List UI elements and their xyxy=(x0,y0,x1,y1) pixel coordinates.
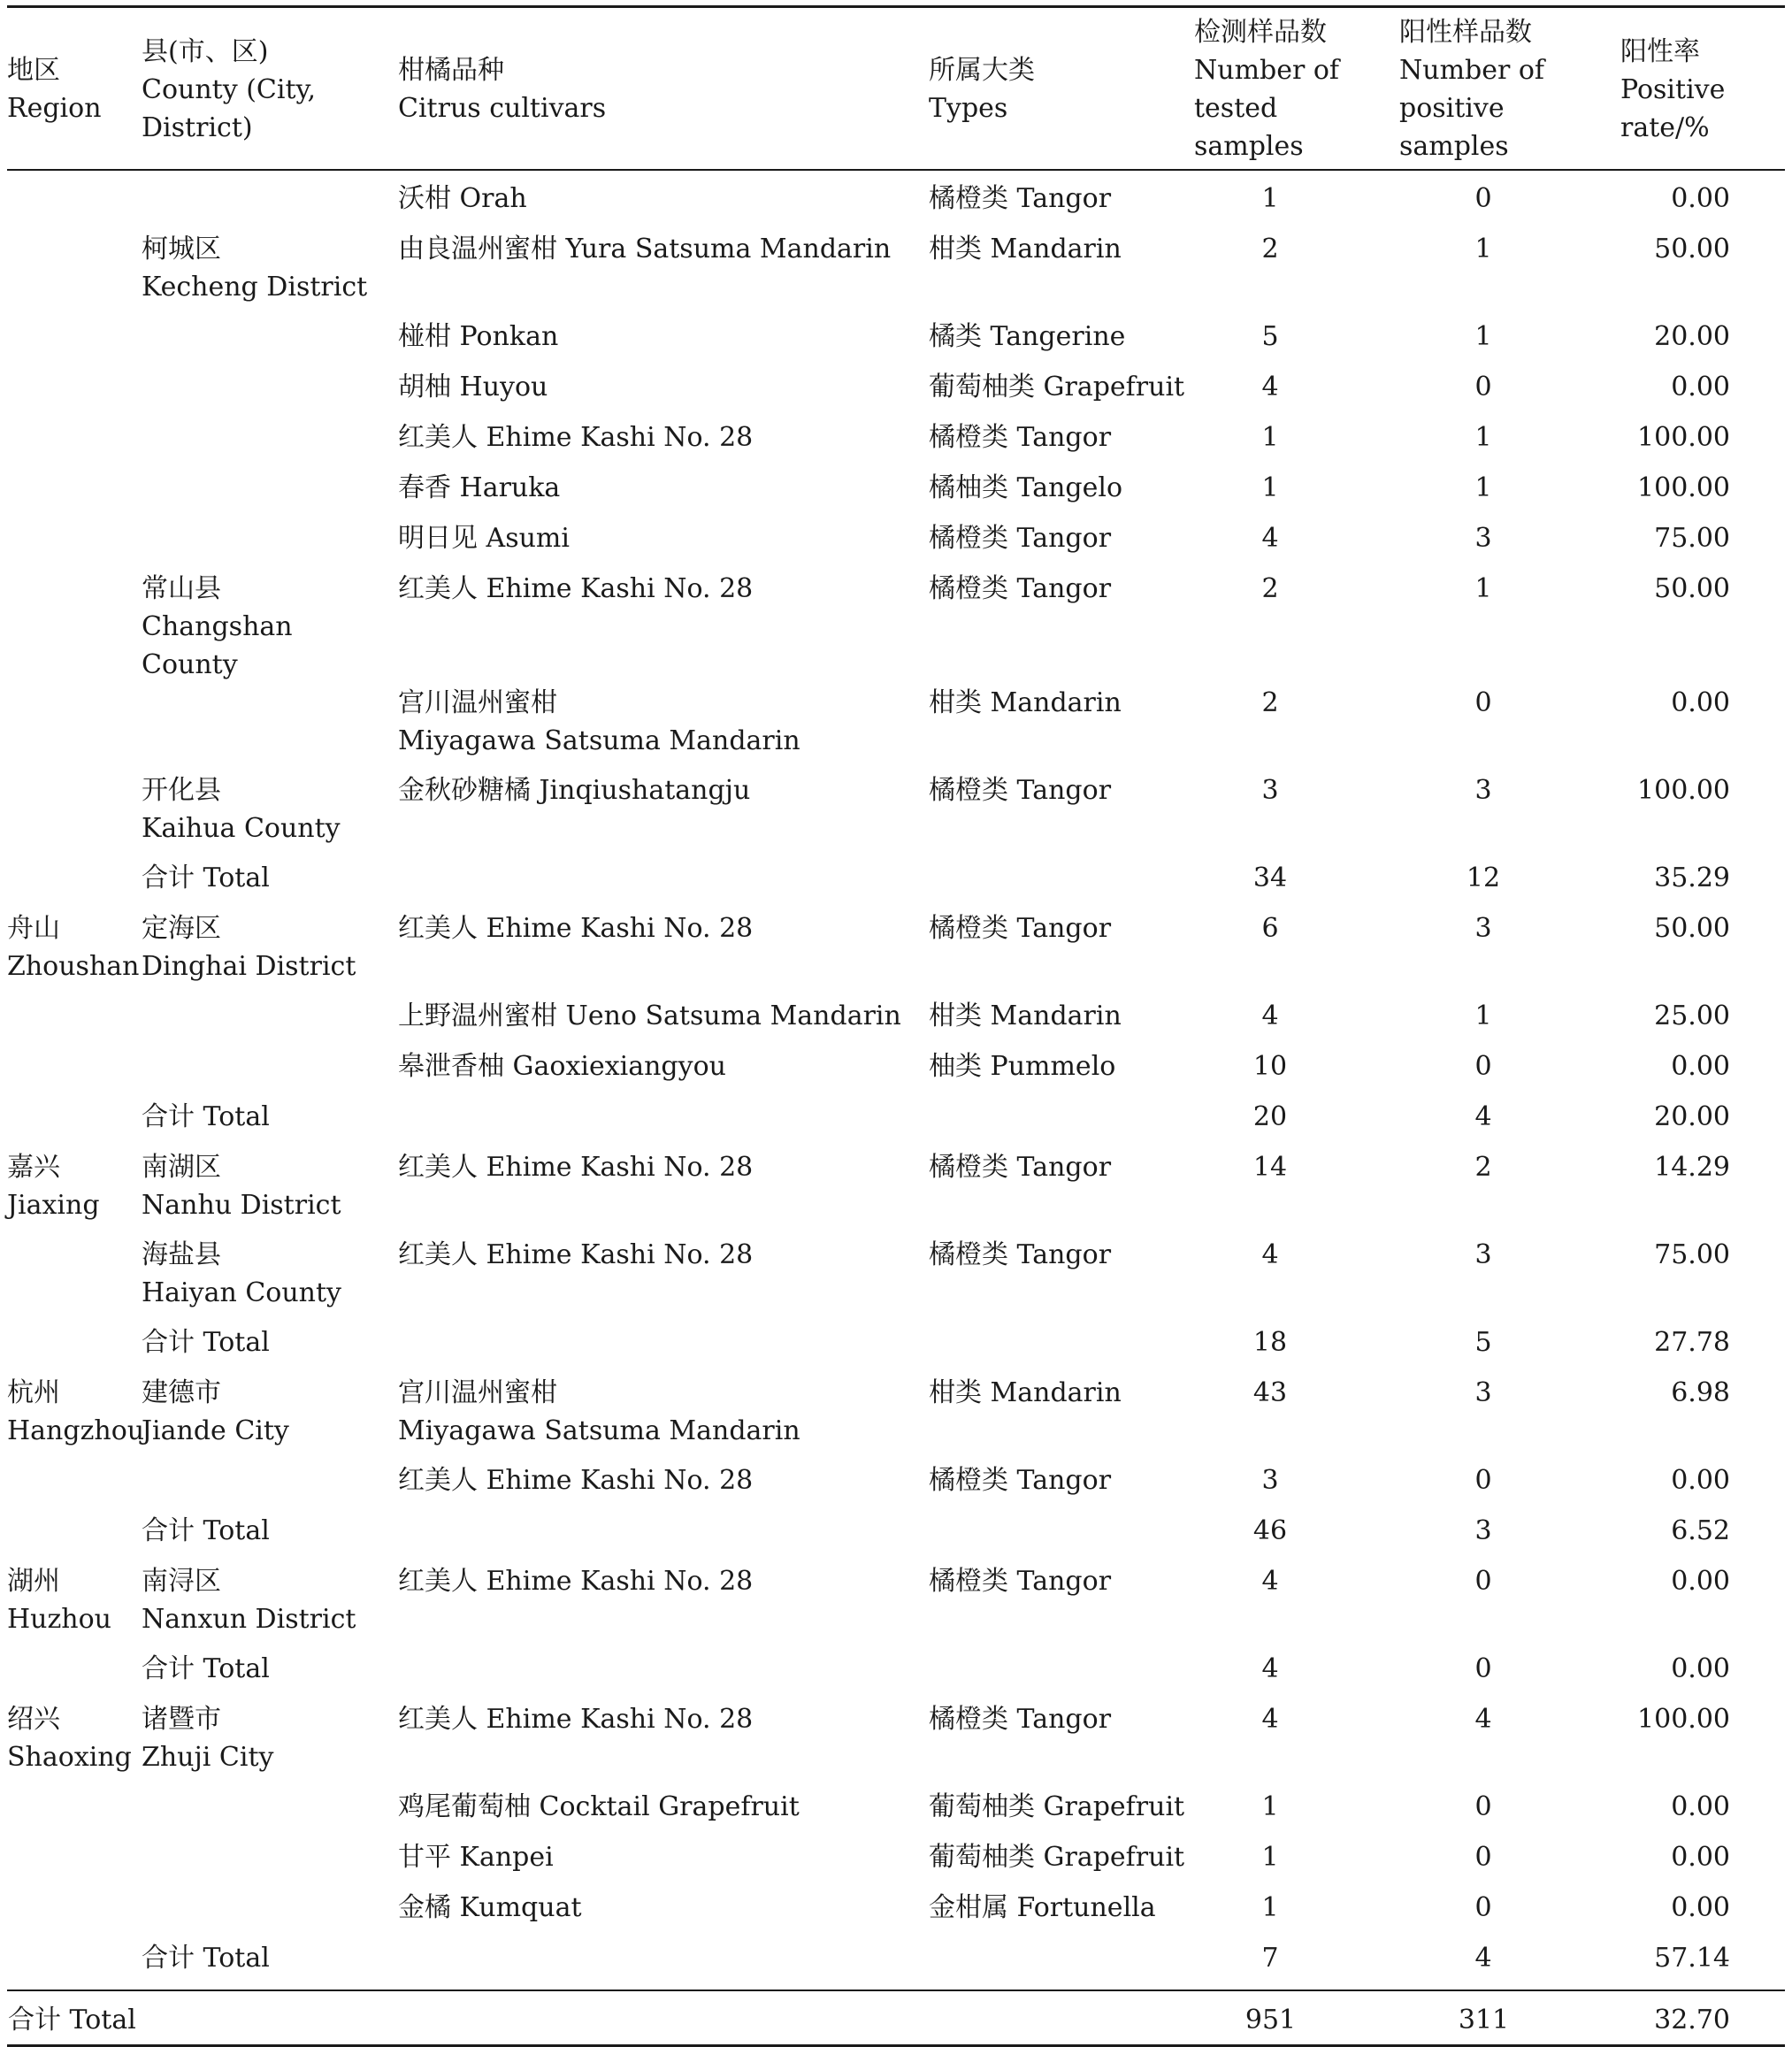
cultivar-cell-line: 胡柚 Huyou xyxy=(398,372,548,402)
tested-count-cell: 4 xyxy=(1261,1704,1279,1735)
positive-rate-cell: 0.00 xyxy=(1671,372,1730,402)
county-cell-line: 建德市 xyxy=(142,1377,221,1408)
type-cell: 橘类 Tangerine xyxy=(929,321,1126,352)
region-cell xyxy=(7,1838,142,1889)
table-row xyxy=(7,368,1785,418)
type-cell: 葡萄柚类 Grapefruit xyxy=(929,1842,1185,1873)
cultivar-cell-line: 由良温州蜜柑 Yura Satsuma Mandarin xyxy=(398,234,892,264)
county-cell xyxy=(142,1838,398,1889)
positive-rate-cell: 75.00 xyxy=(1654,1239,1730,1270)
county-cell-line: Haiyan County xyxy=(142,1277,341,1308)
region-cell xyxy=(7,1148,142,1236)
tested-count-cell: 2 xyxy=(1261,573,1279,604)
county-cell xyxy=(142,1236,398,1323)
county-cell xyxy=(142,418,398,469)
table-row xyxy=(7,1889,1785,1939)
positive-count-cell: 0 xyxy=(1474,1465,1492,1496)
cultivar-cell xyxy=(398,1788,929,1838)
county-cell xyxy=(142,997,398,1047)
positive-count-cell: 0 xyxy=(1474,1653,1492,1684)
type-cell: 橘橙类 Tangor xyxy=(929,1152,1112,1183)
region-cell xyxy=(7,230,142,318)
county-cell-line: 合计 Total xyxy=(142,1101,270,1132)
citrus-sample-table xyxy=(7,5,1785,2047)
county-cell xyxy=(142,1323,398,1374)
region-cell xyxy=(7,1650,142,1700)
cultivar-cell xyxy=(398,1562,929,1650)
county-cell xyxy=(142,1098,398,1148)
cultivar-cell xyxy=(398,1047,929,1098)
tested-count-cell: 1 xyxy=(1261,472,1279,503)
county-cell xyxy=(142,170,398,230)
county-cell xyxy=(142,1650,398,1700)
region-cell-line: Jiaxing xyxy=(7,1190,100,1221)
type-cell: 柑类 Mandarin xyxy=(929,1377,1122,1408)
cultivar-cell xyxy=(398,519,929,570)
type-cell xyxy=(929,1098,1194,1148)
cultivar-cell xyxy=(398,1236,929,1323)
table-row xyxy=(7,170,1785,230)
cultivar-cell-line: 宫川温州蜜柑 xyxy=(398,1377,557,1408)
positive-count-cell: 3 xyxy=(1474,775,1492,806)
table-row xyxy=(7,318,1785,368)
type-cell: 橘橙类 Tangor xyxy=(929,183,1112,214)
tested-count-cell: 2 xyxy=(1261,687,1279,718)
table-row xyxy=(7,684,1785,771)
cultivar-cell-line: 红美人 Ehime Kashi No. 28 xyxy=(398,1465,754,1496)
positive-rate-cell: 6.98 xyxy=(1671,1377,1730,1408)
county-cell-line: 合计 Total xyxy=(142,1327,270,1358)
county-cell xyxy=(142,570,398,684)
tested-count-cell: 4 xyxy=(1261,523,1279,554)
cultivar-cell-line: 鸡尾葡萄柚 Cocktail Grapefruit xyxy=(398,1791,800,1822)
positive-count-cell: 0 xyxy=(1474,1566,1492,1597)
positive-count-cell: 0 xyxy=(1474,1842,1492,1873)
county-cell-line: 南浔区 xyxy=(142,1566,221,1597)
positive-count-cell: 3 xyxy=(1474,523,1492,554)
cultivar-cell xyxy=(398,771,929,859)
table-row xyxy=(7,570,1785,684)
county-cell xyxy=(142,519,398,570)
cultivar-cell xyxy=(398,997,929,1047)
table-row xyxy=(7,519,1785,570)
region-cell xyxy=(7,1323,142,1374)
county-cell-line: 柯城区 xyxy=(142,234,221,264)
type-cell: 柑类 Mandarin xyxy=(929,234,1122,264)
county-cell xyxy=(142,771,398,859)
table-row xyxy=(7,1700,1785,1788)
positive-rate-cell: 25.00 xyxy=(1654,1000,1730,1031)
positive-rate-cell: 75.00 xyxy=(1654,523,1730,554)
table-row xyxy=(7,1148,1785,1236)
header-positive: 阳性样品数 Number of positive samples xyxy=(1399,17,1545,162)
tested-count-cell: 18 xyxy=(1252,1327,1288,1358)
county-cell xyxy=(142,1461,398,1512)
table-row xyxy=(7,469,1785,519)
type-cell xyxy=(929,1512,1194,1562)
table-body xyxy=(7,170,1785,1990)
cultivar-cell xyxy=(398,1939,929,1990)
cultivar-cell-line: 金秋砂糖橘 Jinqiushatangju xyxy=(398,775,751,806)
table-row xyxy=(7,418,1785,469)
cultivar-cell-line: 上野温州蜜柑 Ueno Satsuma Mandarin xyxy=(398,1000,901,1031)
positive-count-cell: 2 xyxy=(1474,1152,1492,1183)
positive-rate-cell: 100.00 xyxy=(1637,775,1730,806)
table-row xyxy=(7,997,1785,1047)
type-cell: 橘橙类 Tangor xyxy=(929,523,1112,554)
tested-count-cell: 4 xyxy=(1261,1566,1279,1597)
county-cell xyxy=(142,1939,398,1990)
region-cell xyxy=(7,368,142,418)
positive-count-cell: 0 xyxy=(1474,372,1492,402)
tested-count-cell: 34 xyxy=(1252,862,1288,893)
positive-rate-cell: 57.14 xyxy=(1654,1943,1730,1974)
type-cell: 柑类 Mandarin xyxy=(929,687,1122,718)
region-cell xyxy=(7,859,142,909)
table-row xyxy=(7,1461,1785,1512)
positive-rate-cell: 50.00 xyxy=(1654,573,1730,604)
positive-count-cell: 4 xyxy=(1474,1943,1492,1974)
type-cell: 橘橙类 Tangor xyxy=(929,1566,1112,1597)
tested-count-cell: 1 xyxy=(1261,183,1279,214)
cultivar-cell-line: 春香 Haruka xyxy=(398,472,561,503)
region-cell xyxy=(7,1098,142,1148)
county-cell-line: Nanhu District xyxy=(142,1190,341,1221)
region-cell xyxy=(7,1047,142,1098)
region-cell xyxy=(7,1374,145,1461)
positive-rate-cell: 20.00 xyxy=(1654,1101,1730,1132)
region-cell xyxy=(7,1700,142,1788)
cultivar-cell-line: 椪柑 Ponkan xyxy=(398,321,559,352)
table-row xyxy=(7,1512,1785,1562)
cultivar-cell xyxy=(398,1374,929,1461)
table-header xyxy=(7,7,1785,171)
header-region: 地区 Region xyxy=(7,55,102,124)
county-cell-line: Changshan County xyxy=(142,611,293,680)
tested-count-cell: 4 xyxy=(1261,372,1279,402)
table-row xyxy=(7,230,1785,318)
cultivar-cell-line: Miyagawa Satsuma Mandarin xyxy=(398,1415,800,1446)
table-row xyxy=(7,1788,1785,1838)
type-cell xyxy=(929,1939,1194,1990)
positive-rate-cell: 20.00 xyxy=(1654,321,1730,352)
county-cell xyxy=(142,1889,398,1939)
tested-count-cell: 46 xyxy=(1252,1515,1288,1546)
tested-count-cell: 14 xyxy=(1252,1152,1288,1183)
region-cell xyxy=(7,1236,142,1323)
tested-count-cell: 1 xyxy=(1261,1791,1279,1822)
type-cell xyxy=(929,859,1194,909)
cultivar-cell xyxy=(398,1098,929,1148)
positive-rate-cell: 0.00 xyxy=(1671,1465,1730,1496)
county-cell xyxy=(142,368,398,418)
cultivar-cell xyxy=(398,1650,929,1700)
cultivar-cell-line: 红美人 Ehime Kashi No. 28 xyxy=(398,1152,754,1183)
cultivar-cell xyxy=(398,1889,929,1939)
positive-count-cell: 0 xyxy=(1474,687,1492,718)
positive-rate-cell: 0.00 xyxy=(1671,1892,1730,1923)
region-cell xyxy=(7,1562,142,1650)
table-row xyxy=(7,909,1785,997)
cultivar-cell-line: 宫川温州蜜柑 xyxy=(398,687,557,718)
positive-count-cell: 1 xyxy=(1474,234,1492,264)
table-row xyxy=(7,1098,1785,1148)
tested-count-cell: 4 xyxy=(1261,1000,1279,1031)
cultivar-cell xyxy=(398,230,929,318)
type-cell: 橘橙类 Tangor xyxy=(929,775,1112,806)
region-cell-line: 湖州 xyxy=(7,1566,60,1597)
cultivar-cell xyxy=(398,1512,929,1562)
positive-count-cell: 12 xyxy=(1466,862,1501,893)
type-cell: 葡萄柚类 Grapefruit xyxy=(929,372,1185,402)
grand-total-label: 合计 Total xyxy=(8,2004,136,2036)
cultivar-cell xyxy=(398,469,929,519)
cultivar-cell xyxy=(398,1461,929,1512)
positive-count-cell: 5 xyxy=(1474,1327,1492,1358)
table-row xyxy=(7,1838,1785,1889)
header-county: 县(市、区) County (City, District) xyxy=(142,35,317,143)
positive-count-cell: 1 xyxy=(1474,472,1492,503)
region-cell xyxy=(7,570,142,684)
region-cell xyxy=(7,519,142,570)
grand-total-tested: 951 xyxy=(1244,2004,1297,2036)
county-cell-line: 合计 Total xyxy=(142,1653,270,1684)
county-cell-line: 开化县 xyxy=(142,775,221,806)
positive-count-cell: 3 xyxy=(1474,1377,1492,1408)
positive-count-cell: 1 xyxy=(1474,422,1492,453)
type-cell: 金柑属 Fortunella xyxy=(929,1892,1156,1923)
positive-count-cell: 3 xyxy=(1474,1515,1492,1546)
tested-count-cell: 4 xyxy=(1261,1239,1279,1270)
region-cell xyxy=(7,418,142,469)
region-cell-line: 嘉兴 xyxy=(7,1152,60,1183)
tested-count-cell: 3 xyxy=(1261,1465,1279,1496)
positive-count-cell: 1 xyxy=(1474,573,1492,604)
cultivar-cell-line: 红美人 Ehime Kashi No. 28 xyxy=(398,1704,754,1735)
cultivar-cell-line: 皋泄香柚 Gaoxiexiangyou xyxy=(398,1051,726,1082)
cultivar-cell-line: 金橘 Kumquat xyxy=(398,1892,582,1923)
positive-count-cell: 4 xyxy=(1474,1101,1492,1132)
region-cell-line: Zhoushan xyxy=(7,951,140,982)
positive-rate-cell: 14.29 xyxy=(1654,1152,1730,1183)
tested-count-cell: 4 xyxy=(1261,1653,1279,1684)
region-cell xyxy=(7,469,142,519)
region-cell xyxy=(7,170,142,230)
cultivar-cell-line: Miyagawa Satsuma Mandarin xyxy=(398,725,800,756)
tested-count-cell: 5 xyxy=(1261,321,1279,352)
county-cell-line: 定海区 xyxy=(142,913,221,944)
positive-count-cell: 0 xyxy=(1474,1892,1492,1923)
county-cell-line: 合计 Total xyxy=(142,1515,270,1546)
county-cell xyxy=(142,1788,398,1838)
cultivar-cell-line: 红美人 Ehime Kashi No. 28 xyxy=(398,1566,754,1597)
county-cell-line: 诸暨市 xyxy=(142,1704,221,1735)
region-cell-line: Shaoxing xyxy=(7,1742,132,1773)
county-cell xyxy=(142,1512,398,1562)
positive-count-cell: 3 xyxy=(1474,913,1492,944)
positive-rate-cell: 0.00 xyxy=(1671,183,1730,214)
type-cell: 柚类 Pummelo xyxy=(929,1051,1116,1082)
cultivar-cell xyxy=(398,1838,929,1889)
cultivar-cell xyxy=(398,368,929,418)
positive-rate-cell: 0.00 xyxy=(1671,1566,1730,1597)
positive-count-cell: 1 xyxy=(1474,321,1492,352)
county-cell xyxy=(142,859,398,909)
table-row xyxy=(7,1562,1785,1650)
type-cell xyxy=(929,1323,1194,1374)
county-cell xyxy=(142,1562,398,1650)
positive-count-cell: 0 xyxy=(1474,1791,1492,1822)
cultivar-cell-line: 甘平 Kanpei xyxy=(398,1842,554,1873)
region-cell xyxy=(7,1889,142,1939)
tested-count-cell: 7 xyxy=(1261,1943,1279,1974)
region-cell xyxy=(7,318,142,368)
county-cell-line: 南湖区 xyxy=(142,1152,221,1183)
type-cell: 橘橙类 Tangor xyxy=(929,913,1112,944)
county-cell xyxy=(142,1047,398,1098)
table-row xyxy=(7,771,1785,859)
region-cell xyxy=(7,909,142,997)
county-cell-line: 常山县 xyxy=(142,573,221,604)
type-cell: 橘柚类 Tangelo xyxy=(929,472,1123,503)
type-cell xyxy=(929,1650,1194,1700)
positive-rate-cell: 0.00 xyxy=(1671,1051,1730,1082)
county-cell xyxy=(142,1700,398,1788)
region-cell-line: 舟山 xyxy=(7,913,60,944)
region-cell xyxy=(7,1461,142,1512)
positive-count-cell: 0 xyxy=(1474,183,1492,214)
cultivar-cell-line: 明日见 Asumi xyxy=(398,523,570,554)
table-row xyxy=(7,1323,1785,1374)
header-rate: 阳性率 Positive rate/% xyxy=(1620,35,1726,143)
positive-rate-cell: 0.00 xyxy=(1671,687,1730,718)
tested-count-cell: 1 xyxy=(1261,1842,1279,1873)
cultivar-cell xyxy=(398,570,929,684)
county-cell-line: 合计 Total xyxy=(142,862,270,893)
region-cell-line: Hangzhou xyxy=(7,1415,145,1446)
cultivar-cell xyxy=(398,859,929,909)
grand-total-row xyxy=(7,1990,1785,2046)
type-cell: 橘橙类 Tangor xyxy=(929,1704,1112,1735)
region-cell xyxy=(7,1939,142,1990)
positive-rate-cell: 100.00 xyxy=(1637,1704,1730,1735)
cultivar-cell xyxy=(398,684,929,771)
tested-count-cell: 2 xyxy=(1261,234,1279,264)
region-cell xyxy=(7,997,142,1047)
cultivar-cell xyxy=(398,170,929,230)
tested-count-cell: 1 xyxy=(1261,422,1279,453)
positive-rate-cell: 100.00 xyxy=(1637,472,1730,503)
county-cell xyxy=(142,230,398,318)
region-cell xyxy=(7,1788,142,1838)
tested-count-cell: 20 xyxy=(1252,1101,1288,1132)
positive-rate-cell: 50.00 xyxy=(1654,234,1730,264)
county-cell xyxy=(142,909,398,997)
region-cell xyxy=(7,684,142,771)
county-cell xyxy=(142,1374,398,1461)
type-cell: 葡萄柚类 Grapefruit xyxy=(929,1791,1185,1822)
cultivar-cell xyxy=(398,318,929,368)
county-cell-line: Kaihua County xyxy=(142,813,341,844)
positive-rate-cell: 27.78 xyxy=(1654,1327,1730,1358)
tested-count-cell: 43 xyxy=(1252,1377,1288,1408)
type-cell: 柑类 Mandarin xyxy=(929,1000,1122,1031)
cultivar-cell-line: 红美人 Ehime Kashi No. 28 xyxy=(398,573,754,604)
positive-rate-cell: 0.00 xyxy=(1671,1842,1730,1873)
positive-count-cell: 3 xyxy=(1474,1239,1492,1270)
tested-count-cell: 1 xyxy=(1261,1892,1279,1923)
tested-count-cell: 10 xyxy=(1252,1051,1288,1082)
cultivar-cell xyxy=(398,1148,929,1236)
grand-total-rate: 32.70 xyxy=(1654,2004,1730,2036)
table-row xyxy=(7,1939,1785,1990)
grand-total-positive: 311 xyxy=(1458,2004,1510,2036)
cultivar-cell xyxy=(398,1700,929,1788)
positive-rate-cell: 100.00 xyxy=(1637,422,1730,453)
region-cell-line: 绍兴 xyxy=(7,1704,60,1735)
cultivar-cell xyxy=(398,1323,929,1374)
region-cell-line: Huzhou xyxy=(7,1604,111,1635)
positive-count-cell: 4 xyxy=(1474,1704,1492,1735)
cultivar-cell-line: 红美人 Ehime Kashi No. 28 xyxy=(398,1239,754,1270)
cultivar-cell-line: 沃柑 Orah xyxy=(398,183,527,214)
tested-count-cell: 6 xyxy=(1261,913,1279,944)
table-row xyxy=(7,1650,1785,1700)
positive-count-cell: 0 xyxy=(1474,1051,1492,1082)
positive-count-cell: 1 xyxy=(1474,1000,1492,1031)
county-cell-line: 合计 Total xyxy=(142,1943,270,1974)
header-type: 所属大类 Types xyxy=(929,55,1035,124)
county-cell xyxy=(142,469,398,519)
county-cell xyxy=(142,1148,398,1236)
table-row xyxy=(7,859,1785,909)
county-cell xyxy=(142,684,398,771)
region-cell xyxy=(7,1512,142,1562)
region-cell-line: 杭州 xyxy=(7,1377,60,1408)
type-cell: 橘橙类 Tangor xyxy=(929,1239,1112,1270)
county-cell-line: Jiande City xyxy=(142,1415,289,1446)
cultivar-cell-line: 红美人 Ehime Kashi No. 28 xyxy=(398,422,754,453)
positive-rate-cell: 6.52 xyxy=(1671,1515,1730,1546)
county-cell xyxy=(142,318,398,368)
positive-rate-cell: 0.00 xyxy=(1671,1791,1730,1822)
header-tested: 检测样品数 Number of tested samples xyxy=(1194,17,1340,162)
table-row xyxy=(7,1047,1785,1098)
cultivar-cell-line: 红美人 Ehime Kashi No. 28 xyxy=(398,913,754,944)
type-cell: 橘橙类 Tangor xyxy=(929,1465,1112,1496)
header-cultivar: 柑橘品种 Citrus cultivars xyxy=(398,55,607,124)
county-cell-line: Kecheng District xyxy=(142,272,368,303)
positive-rate-cell: 0.00 xyxy=(1671,1653,1730,1684)
cultivar-cell xyxy=(398,909,929,997)
region-cell xyxy=(7,771,142,859)
cultivar-cell xyxy=(398,418,929,469)
county-cell-line: Zhuji City xyxy=(142,1742,274,1773)
tested-count-cell: 3 xyxy=(1261,775,1279,806)
type-cell: 橘橙类 Tangor xyxy=(929,573,1112,604)
type-cell: 橘橙类 Tangor xyxy=(929,422,1112,453)
table-row xyxy=(7,1374,1785,1461)
positive-rate-cell: 35.29 xyxy=(1654,862,1730,893)
county-cell-line: Nanxun District xyxy=(142,1604,356,1635)
county-cell-line: 海盐县 xyxy=(142,1239,221,1270)
table-row xyxy=(7,1236,1785,1323)
positive-rate-cell: 50.00 xyxy=(1654,913,1730,944)
county-cell-line: Dinghai District xyxy=(142,951,356,982)
